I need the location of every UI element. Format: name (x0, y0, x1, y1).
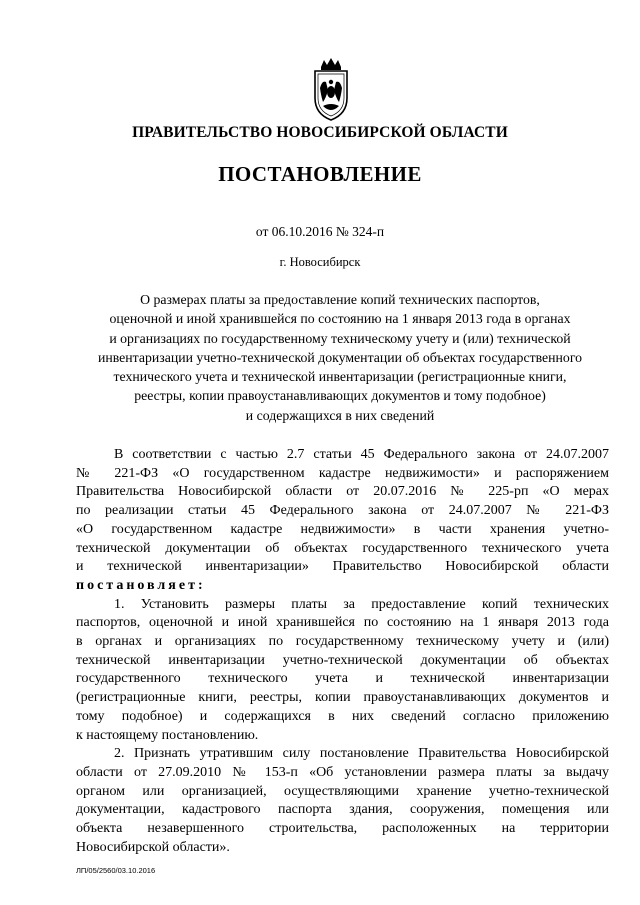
item-1-paragraph (76, 596, 609, 746)
title-line: оценочной и иной хранившейся по состоянию на 1 января 2013 года в органах (109, 311, 571, 327)
item-2-line: Новосибирской области». (76, 839, 230, 855)
preamble-line: технической документации об объектах государственного технического учета (76, 540, 609, 556)
item-1-line: государственного технического учета и технической инвентаризации (76, 671, 609, 687)
title-line: и содержащихся в них сведений (245, 407, 435, 423)
title-line: и организациях по государственному техническому учету и (или) технической (109, 330, 571, 346)
item-1-line: 1. Установить размеры платы за предоставление копий технических (114, 596, 609, 612)
item-1-line: (регистрационные книги, реестры, копии правоустанавливающих документов и (76, 690, 609, 706)
item-2-line: документации, кадастрового паспорта здания, сооружения, помещения или (76, 802, 609, 818)
preamble-line: и технической инвентаризации» Правительство Новосибирской области (76, 559, 609, 575)
item-1-line: к настоящему постановлению. (76, 727, 259, 743)
preamble-line: В соответствии с частью 2.7 статьи 45 Федерального закона от 24.07.2007 (114, 447, 609, 462)
item-2-line: 2. Признать утратившим силу постановление Правительства Новосибирской (114, 746, 609, 762)
coat-of-arms-icon (311, 58, 351, 122)
item-1-line: тому подобное) и содержащихся в них сведений согласно приложению (76, 708, 609, 724)
preamble-paragraph (76, 446, 609, 577)
item-2-line: объекта незавершенного строительства, расположенных на территории (76, 821, 609, 837)
title-line: О размерах платы за предоставление копий технических паспортов, (140, 292, 540, 307)
item-1-line: технической инвентаризации учетно-технической документации об объектах (76, 652, 609, 668)
title-line: инвентаризации учетно-технической документации об объектах государственного (97, 349, 583, 365)
resolves-word: постановляет: (76, 577, 206, 593)
city-name: г. Новосибирск (279, 255, 361, 269)
preamble-line: «О государственном кадастре недвижимости» в части хранения учетно- (76, 521, 609, 537)
preamble-line: по реализации статьи 45 Федерального закона от 24.07.2007 № 221-ФЗ (76, 503, 609, 519)
footer-code: ЛП/05/2560/03.10.2016 (76, 866, 156, 875)
organization-name: ПРАВИТЕЛЬСТВО НОВОСИБИРСКОЙ ОБЛАСТИ (132, 124, 508, 141)
document-title (60, 290, 620, 425)
item-2-line: органом или организацией, осуществляющими хранение учетно-технической (76, 783, 609, 799)
item-1-line: паспортов, оценочной и иной хранившейся по состоянию на 1 января 2013 года (76, 615, 609, 631)
preamble-line: № 221-ФЗ «О государственном кадастре недвижимости» и распоряжением (76, 465, 609, 481)
document-body (76, 446, 609, 857)
item-1-line: в органах и организациях по государственному техническому учету и (или) (76, 634, 609, 650)
item-2-paragraph (76, 745, 609, 857)
preamble-line: Правительства Новосибирской области от 20.07.2016 № 225-рп «О мерах (76, 484, 609, 500)
title-line: технического учета и технической инвентаризации (регистрационные книги, (113, 369, 567, 385)
document-type: ПОСТАНОВЛЕНИЕ (218, 162, 422, 186)
item-2-line: области от 27.09.2010 № 153-п «Об установлении размера платы за выдачу (76, 764, 609, 780)
resolves-line (76, 577, 609, 596)
title-line: реестры, копии правоустанавливающих документов и тому подобное) (134, 388, 546, 404)
date-and-number: от 06.10.2016 № 324-п (255, 224, 385, 239)
